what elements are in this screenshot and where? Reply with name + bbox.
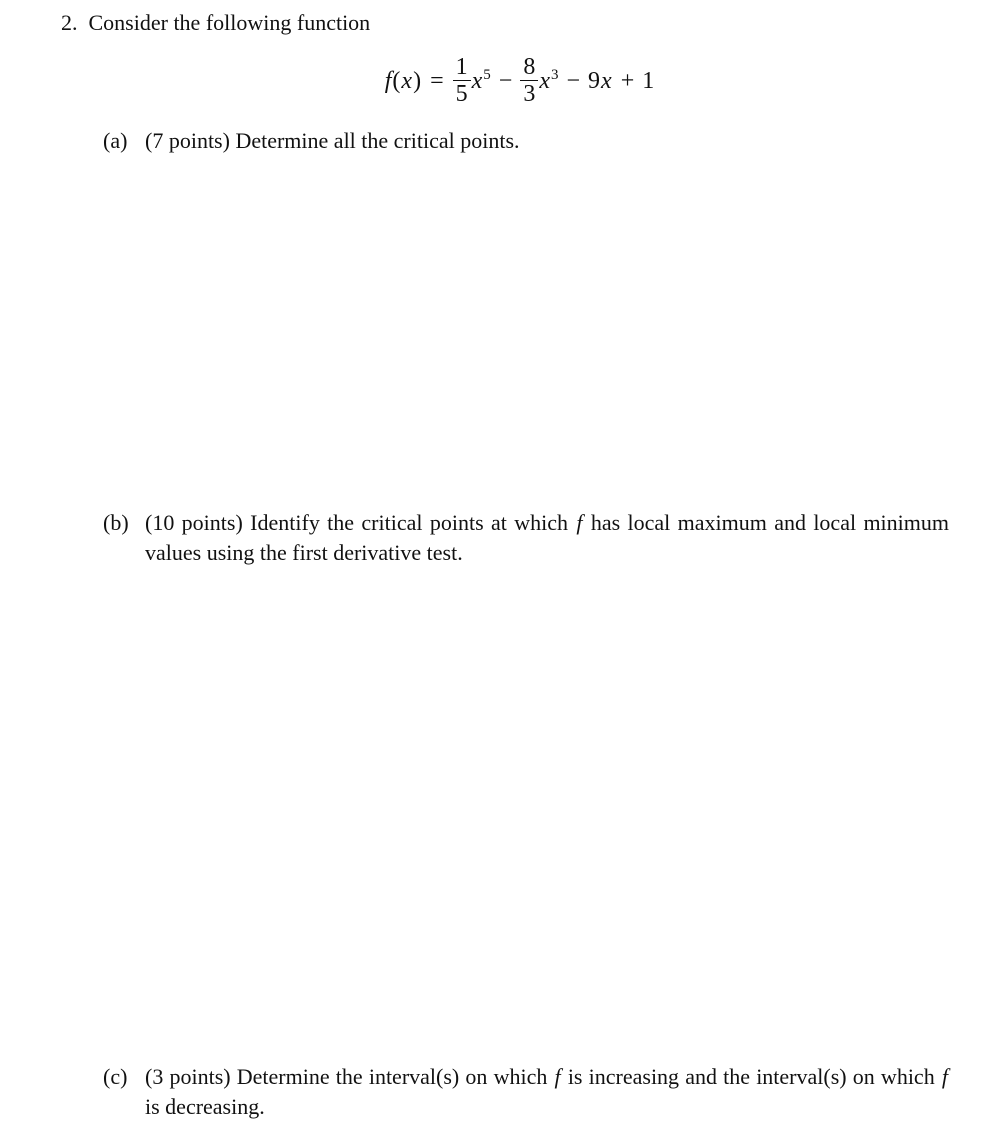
equation-lhs: [384, 68, 421, 94]
part-b-points: (10 points): [145, 510, 243, 535]
italic-f: f: [576, 510, 583, 535]
part-c: [103, 1062, 949, 1122]
part-a-sentence: Determine all the critical points.: [235, 128, 520, 153]
fraction2-numerator: 8: [523, 54, 536, 80]
part-c-label: (c): [103, 1064, 128, 1089]
part-c-text: [145, 1062, 949, 1122]
term2-variable: x: [539, 67, 550, 94]
term1-exponent: 5: [483, 66, 491, 83]
fraction-eight-thirds: [520, 54, 538, 107]
part-b-text: [145, 508, 949, 568]
term3-variable: x: [601, 67, 612, 94]
minus-sign-2: −: [566, 67, 581, 94]
coefficient-9: 9: [588, 67, 601, 94]
part-a: [103, 126, 949, 156]
term-x-cubed: [538, 68, 558, 94]
function-name: f: [384, 67, 392, 94]
term1-variable: x: [471, 67, 483, 94]
part-c-points: (3 points): [145, 1064, 231, 1089]
term-9x: [588, 68, 613, 94]
part-c-sentence-3: is decreasing.: [145, 1094, 265, 1119]
part-c-sentence-1: Determine the interval(s) on which: [236, 1064, 548, 1089]
term-x-to-5: [471, 68, 491, 94]
equals-sign: =: [430, 67, 444, 94]
function-argument: x: [401, 67, 413, 94]
fraction1-numerator: 1: [455, 54, 468, 80]
plus-sign: +: [620, 67, 635, 94]
part-a-label: (a): [103, 128, 128, 153]
open-paren: (: [392, 67, 401, 94]
problem-heading: [61, 8, 370, 38]
fraction2-denominator: 3: [520, 80, 538, 107]
term2-exponent: 3: [550, 66, 559, 83]
constant-1: 1: [642, 67, 655, 94]
fraction1-denominator: 5: [453, 80, 471, 107]
fraction-one-fifth: [453, 54, 471, 107]
problem-intro: Consider the following function: [88, 10, 371, 35]
part-b-sentence-1: Identify the critical points at which: [250, 510, 568, 535]
part-a-text: [145, 126, 949, 156]
part-b: [103, 508, 949, 568]
problem-number: 2.: [61, 10, 78, 35]
part-a-points: (7 points): [145, 128, 230, 153]
minus-sign-1: −: [498, 67, 513, 94]
part-b-label: (b): [103, 510, 129, 535]
italic-f: f: [554, 1064, 561, 1089]
function-equation: [90, 54, 948, 107]
part-b-sentence-2: has local maximum and local minimum values using the first derivative test.: [145, 510, 949, 565]
part-c-sentence-2: is increasing and the interval(s) on which: [567, 1064, 935, 1089]
close-paren: ): [413, 67, 422, 94]
italic-f: f: [941, 1064, 948, 1089]
